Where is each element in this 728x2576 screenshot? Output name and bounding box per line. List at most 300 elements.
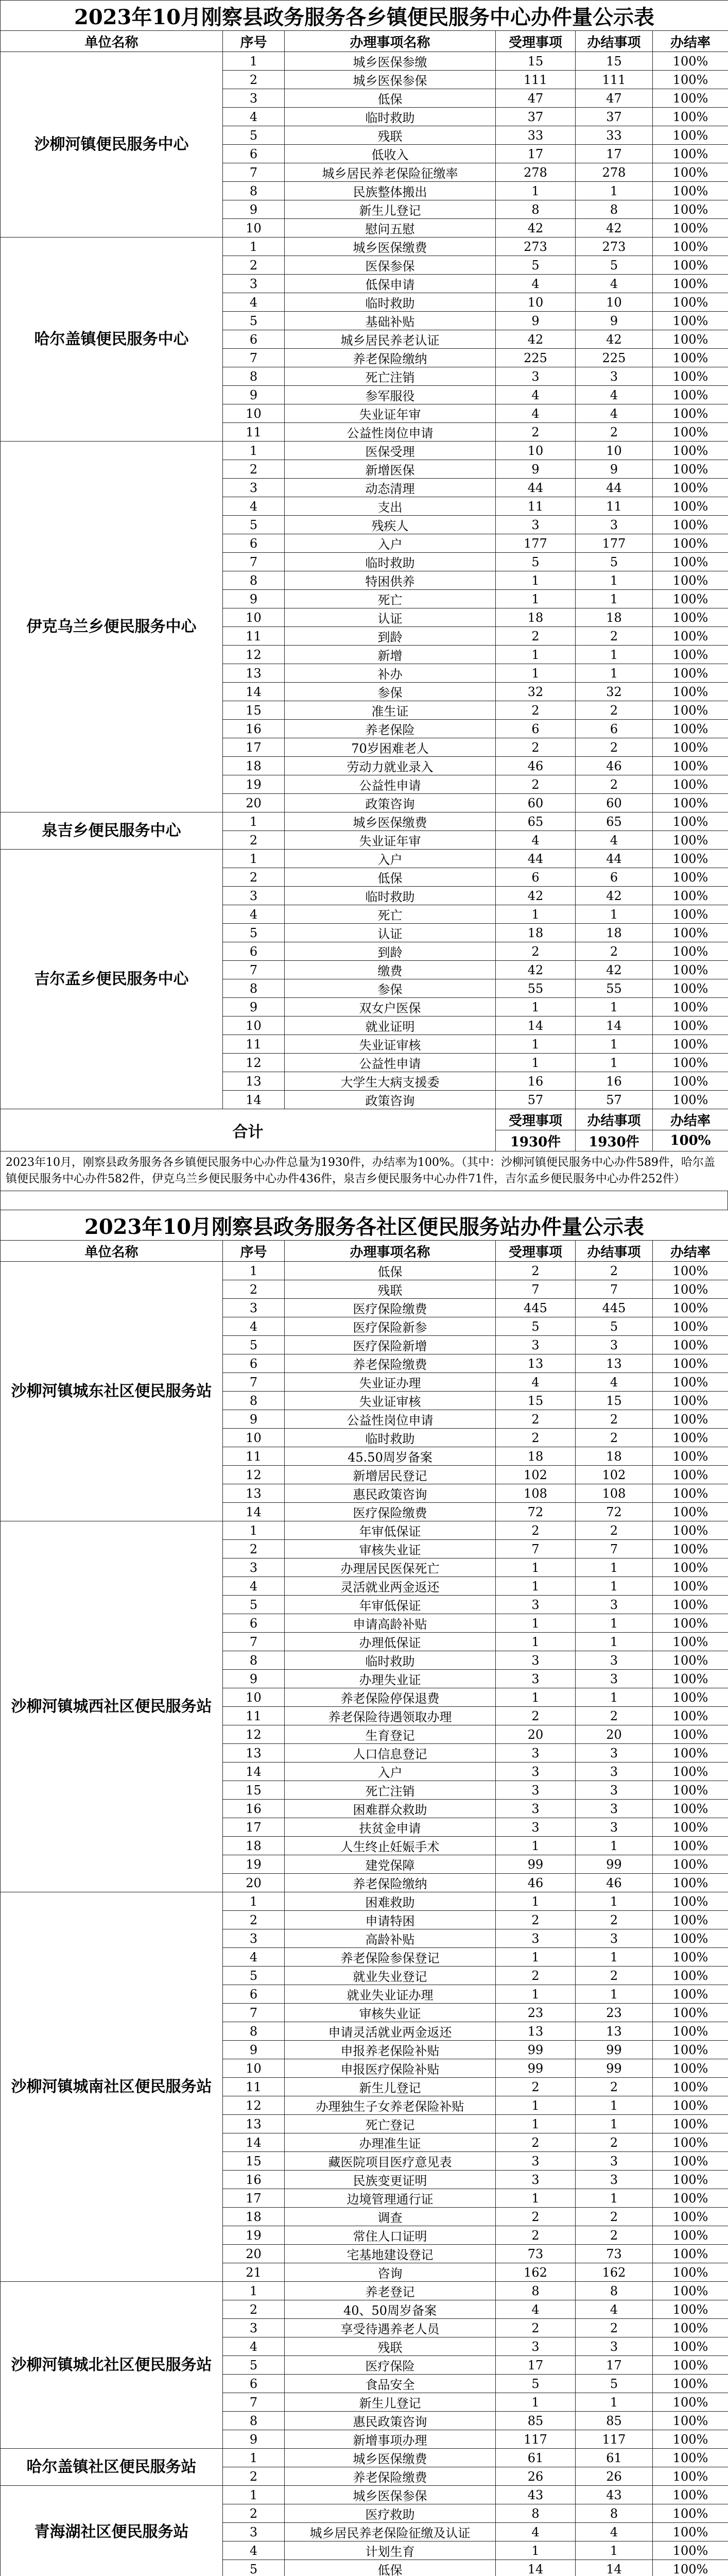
completed-count: 42 [576,219,653,238]
row-number: 19 [223,2226,285,2245]
completion-rate: 100% [653,701,728,720]
completion-rate: 100% [653,1280,728,1299]
row-number: 10 [223,608,285,627]
item-name: 城乡居民养老保险征缴及认证 [285,2523,496,2541]
completion-rate: 100% [653,775,728,794]
item-name: 城乡医保缴费 [285,238,496,256]
accepted-count: 44 [496,479,576,497]
item-name: 70岁困难老人 [285,738,496,757]
row-number: 6 [223,1985,285,2004]
item-name: 死亡注销 [285,1781,496,1800]
completion-rate: 100% [653,831,728,850]
accepted-count: 26 [496,2467,576,2486]
accepted-count: 85 [496,2412,576,2430]
row-number: 5 [223,1596,285,1614]
completed-count: 13 [576,1354,653,1373]
completion-rate: 100% [653,238,728,256]
completed-count: 42 [576,330,653,349]
table-row [1,2449,728,2467]
accepted-count: 3 [496,1781,576,1800]
item-name: 申报养老保险补贴 [285,2041,496,2059]
accepted-count: 99 [496,1855,576,1874]
completed-count: 15 [576,52,653,71]
accepted-count: 3 [496,1744,576,1762]
item-name: 申请灵活就业两金返还 [285,2022,496,2041]
row-number: 4 [223,2541,285,2560]
completed-count: 16 [576,1072,653,1091]
accepted-count: 1 [496,1577,576,1596]
unit-name: 沙柳河镇城南社区便民服务站 [1,1892,223,2282]
accepted-count: 3 [496,1596,576,1614]
completed-count: 13 [576,2022,653,2041]
header-row [1,31,728,52]
item-name: 高龄补贴 [285,1929,496,1948]
completed-count: 2 [576,2319,653,2337]
accepted-count: 3 [496,1336,576,1354]
item-name: 45.50周岁备案 [285,1447,496,1466]
completed-count: 117 [576,2430,653,2449]
completion-rate: 100% [653,794,728,812]
completed-count: 8 [576,2282,653,2300]
completed-count: 15 [576,1392,653,1410]
accepted-count: 10 [496,293,576,312]
accepted-count: 3 [496,1800,576,1818]
item-name: 临时救助 [285,108,496,126]
completed-count: 5 [576,553,653,571]
accepted-count: 99 [496,2059,576,2078]
completion-rate: 100% [653,275,728,293]
completion-rate: 100% [653,627,728,646]
completed-count: 14 [576,1016,653,1035]
accepted-count: 1 [496,590,576,608]
completed-count: 99 [576,1855,653,1874]
item-name: 养老保险缴纳 [285,1874,496,1892]
item-name: 低收入 [285,145,496,163]
table-row [1,442,728,460]
item-name: 食品安全 [285,2375,496,2393]
accepted-count: 73 [496,2245,576,2263]
completed-count: 445 [576,1299,653,1317]
row-number: 19 [223,775,285,794]
column-header: 办理事项名称 [285,31,496,52]
item-name: 审核失业证 [285,1540,496,1558]
completed-count: 44 [576,850,653,868]
row-number: 20 [223,794,285,812]
completed-count: 3 [576,516,653,534]
completed-count: 37 [576,108,653,126]
row-number: 12 [223,646,285,664]
accepted-count: 37 [496,108,576,126]
unit-name: 沙柳河镇城西社区便民服务站 [1,1521,223,1892]
completed-count: 111 [576,71,653,89]
completion-rate: 100% [653,2004,728,2022]
completed-count: 1 [576,2096,653,2115]
completion-rate: 100% [653,812,728,831]
completion-rate: 100% [653,1540,728,1558]
completed-count: 3 [576,1336,653,1354]
completed-count: 2 [576,1410,653,1429]
completion-rate: 100% [653,998,728,1016]
accepted-count: 20 [496,1725,576,1744]
item-name: 失业证办理 [285,1373,496,1392]
accepted-count: 55 [496,979,576,998]
item-name: 死亡登记 [285,2115,496,2133]
item-name: 审核失业证 [285,2004,496,2022]
accepted-count: 2 [496,1410,576,1429]
title-row [1,1210,728,1241]
completed-count: 4 [576,386,653,404]
accepted-count: 2 [496,738,576,757]
row-number: 3 [223,2319,285,2337]
item-name: 公益性岗位申请 [285,423,496,442]
row-number: 4 [223,1577,285,1596]
row-number: 1 [223,52,285,71]
item-name: 慰问五慰 [285,219,496,238]
accepted-count: 65 [496,812,576,831]
row-number: 5 [223,126,285,145]
accepted-count: 117 [496,2430,576,2449]
completed-count: 4 [576,1373,653,1392]
completion-rate: 100% [653,683,728,701]
item-name: 办理失业证 [285,1670,496,1688]
completed-count: 1 [576,2541,653,2560]
row-number: 5 [223,312,285,330]
completed-count: 42 [576,961,653,979]
accepted-count: 3 [496,2337,576,2356]
row-number: 9 [223,2430,285,2449]
unit-name: 沙柳河镇城北社区便民服务站 [1,2282,223,2449]
completion-rate: 100% [653,1054,728,1072]
total-completed: 1930件 [576,1130,653,1151]
accepted-count: 1 [496,1633,576,1651]
completed-count: 18 [576,1447,653,1466]
completed-count: 1 [576,1688,653,1707]
item-name: 办理低保证 [285,1633,496,1651]
completed-count: 1 [576,1577,653,1596]
item-name: 死亡注销 [285,367,496,386]
completion-rate: 100% [653,1336,728,1354]
accepted-count: 1 [496,182,576,200]
completed-count: 18 [576,608,653,627]
row-number: 19 [223,1855,285,1874]
accepted-count: 4 [496,386,576,404]
completion-rate: 100% [653,1762,728,1781]
accepted-count: 2 [496,2078,576,2096]
completed-count: 1 [576,1837,653,1855]
completed-count: 2 [576,738,653,757]
item-name: 参军服役 [285,386,496,404]
item-name: 藏医院项目医疗意见表 [285,2152,496,2171]
completed-count: 3 [576,1762,653,1781]
accepted-count: 17 [496,2356,576,2375]
completed-count: 3 [576,1596,653,1614]
item-name: 申报医疗保险补贴 [285,2059,496,2078]
row-number: 13 [223,664,285,683]
row-number: 4 [223,293,285,312]
item-name: 医保受理 [285,442,496,460]
accepted-count: 1 [496,1558,576,1577]
accepted-count: 13 [496,1354,576,1373]
item-name: 公益性岗位申请 [285,1410,496,1429]
item-name: 医疗保险新参 [285,1317,496,1336]
accepted-count: 14 [496,2560,576,2576]
completion-rate: 100% [653,757,728,775]
completion-rate: 100% [653,2393,728,2412]
accepted-count: 8 [496,200,576,219]
unit-name: 泉吉乡便民服务中心 [1,812,223,850]
completion-rate: 100% [653,1596,728,1614]
accepted-count: 102 [496,1466,576,1484]
item-name: 养老保险缴费 [285,1354,496,1373]
accepted-count: 15 [496,1392,576,1410]
completed-count: 6 [576,720,653,738]
row-number: 1 [223,442,285,460]
item-name: 入户 [285,534,496,553]
accepted-count: 278 [496,163,576,182]
row-number: 7 [223,163,285,182]
item-name: 失业证年审 [285,404,496,423]
accepted-count: 1 [496,664,576,683]
completed-count: 1 [576,646,653,664]
row-number: 2 [223,71,285,89]
item-name: 养老保险待遇领取办理 [285,1707,496,1725]
item-name: 临时救助 [285,887,496,905]
item-name: 城乡医保参保 [285,2486,496,2504]
completion-rate: 100% [653,1299,728,1317]
accepted-count: 1 [496,2541,576,2560]
row-number: 1 [223,812,285,831]
completed-count: 2 [576,423,653,442]
completion-rate: 100% [653,1911,728,1929]
row-number: 14 [223,1762,285,1781]
row-number: 2 [223,1911,285,1929]
row-number: 3 [223,1299,285,1317]
completion-rate: 100% [653,1929,728,1948]
completion-rate: 100% [653,1967,728,1985]
completion-rate: 100% [653,442,728,460]
completed-count: 4 [576,2300,653,2319]
total-accepted: 1930件 [496,1130,576,1151]
completion-rate: 100% [653,905,728,924]
completion-rate: 100% [653,145,728,163]
completion-rate: 100% [653,2486,728,2504]
item-name: 年审低保证 [285,1521,496,1540]
completed-count: 102 [576,1466,653,1484]
completion-rate: 100% [653,979,728,998]
completion-rate: 100% [653,1707,728,1725]
completed-count: 3 [576,1744,653,1762]
completed-count: 2 [576,1521,653,1540]
item-name: 办理居民医保死亡 [285,1558,496,1577]
accepted-count: 1 [496,2393,576,2412]
row-number: 2 [223,256,285,275]
completion-rate: 100% [653,2449,728,2467]
completed-count: 9 [576,460,653,479]
item-name: 申请高龄补贴 [285,1614,496,1633]
row-number: 18 [223,757,285,775]
item-name: 低保 [285,868,496,887]
item-name: 就业失业登记 [285,1967,496,1985]
accepted-count: 5 [496,553,576,571]
row-number: 3 [223,1558,285,1577]
table-row [1,2486,728,2504]
completion-rate: 100% [653,2412,728,2430]
row-number: 6 [223,145,285,163]
completed-count: 44 [576,479,653,497]
row-number: 4 [223,1948,285,1967]
column-header: 序号 [223,1241,285,1262]
title-row [1,1,728,31]
accepted-count: 18 [496,924,576,942]
completion-rate: 100% [653,850,728,868]
accepted-count: 2 [496,423,576,442]
completed-count: 72 [576,1503,653,1521]
row-number: 20 [223,1874,285,1892]
table-row [1,238,728,256]
item-name: 认证 [285,608,496,627]
row-number: 17 [223,1818,285,1837]
header-row [1,1241,728,1262]
row-number: 18 [223,2208,285,2226]
item-name: 困难救助 [285,1892,496,1911]
accepted-count: 1 [496,1688,576,1707]
accepted-count: 33 [496,126,576,145]
row-number: 2 [223,831,285,850]
completion-rate: 100% [653,646,728,664]
completed-count: 65 [576,812,653,831]
completion-rate: 100% [653,404,728,423]
table-title: 2023年10月刚察县政务服务各社区便民服务站办件量公示表 [1,1210,728,1241]
item-name: 到龄 [285,627,496,646]
total-column-header: 办结事项 [576,1109,653,1130]
item-name: 低保 [285,2560,496,2576]
completion-rate: 100% [653,2430,728,2449]
item-name: 民族变更证明 [285,2171,496,2189]
item-name: 养老保险参保登记 [285,1948,496,1967]
accepted-count: 2 [496,627,576,646]
item-name: 双女户医保 [285,998,496,1016]
item-name: 失业证审核 [285,1035,496,1054]
column-header: 办结率 [653,1241,728,1262]
item-name: 参保 [285,683,496,701]
accepted-count: 46 [496,757,576,775]
row-number: 14 [223,1091,285,1109]
row-number: 11 [223,2078,285,2096]
item-name: 新增居民登记 [285,1466,496,1484]
item-name: 缴费 [285,961,496,979]
completion-rate: 100% [653,2208,728,2226]
completed-count: 73 [576,2245,653,2263]
completion-rate: 100% [653,1948,728,1967]
row-number: 17 [223,738,285,757]
completion-rate: 100% [653,163,728,182]
item-name: 补办 [285,664,496,683]
completed-count: 42 [576,887,653,905]
row-number: 12 [223,1054,285,1072]
row-number: 16 [223,1800,285,1818]
accepted-count: 60 [496,794,576,812]
completed-count: 6 [576,868,653,887]
row-number: 8 [223,1651,285,1670]
item-name: 残疾人 [285,516,496,534]
accepted-count: 2 [496,1521,576,1540]
completion-rate: 100% [653,1558,728,1577]
accepted-count: 13 [496,2022,576,2041]
accepted-count: 4 [496,404,576,423]
accepted-count: 3 [496,1762,576,1781]
item-name: 低保申请 [285,275,496,293]
column-header: 办结事项 [576,1241,653,1262]
accepted-count: 16 [496,1072,576,1091]
completed-count: 32 [576,683,653,701]
item-name: 认证 [285,924,496,942]
item-name: 入户 [285,1762,496,1781]
accepted-count: 2 [496,701,576,720]
item-name: 人生终止妊娠手术 [285,1837,496,1855]
accepted-count: 42 [496,219,576,238]
item-name: 低保 [285,1262,496,1280]
completed-count: 1 [576,2115,653,2133]
item-name: 入户 [285,850,496,868]
row-number: 10 [223,1688,285,1707]
completed-count: 17 [576,2356,653,2375]
completed-count: 108 [576,1484,653,1503]
completed-count: 273 [576,238,653,256]
unit-name: 沙柳河镇便民服务中心 [1,52,223,238]
item-name: 公益性申请 [285,1054,496,1072]
completion-rate: 100% [653,924,728,942]
completion-rate: 100% [653,1317,728,1336]
item-name: 政策咨询 [285,1091,496,1109]
row-number: 5 [223,1967,285,1985]
completed-count: 2 [576,2208,653,2226]
accepted-count: 2 [496,2208,576,2226]
table-title: 2023年10月刚察县政务服务各乡镇便民服务中心办件量公示表 [1,1,728,31]
summary-note: 2023年10月，刚察县政务服务各乡镇便民服务中心办件总量为1930件，办结率为100%。（其中：沙柳河镇便民服务中心办件589件，哈尔盖镇便民服务中心办件582件，伊克乌兰乡便民服务中心办件436件，泉吉乡便民服务中心办件71件，吉尔孟乡便民服务中心办件252件） [1,1151,728,1191]
item-name: 养老保险 [285,720,496,738]
accepted-count: 1 [496,2189,576,2208]
row-number: 7 [223,2004,285,2022]
accepted-count: 8 [496,2504,576,2523]
item-name: 惠民政策咨询 [285,1484,496,1503]
completed-count: 5 [576,2375,653,2393]
row-number: 8 [223,979,285,998]
row-number: 1 [223,2449,285,2467]
completion-rate: 100% [653,1855,728,1874]
completed-count: 10 [576,442,653,460]
completion-rate: 100% [653,1800,728,1818]
row-number: 10 [223,1016,285,1035]
item-name: 残联 [285,2337,496,2356]
row-number: 7 [223,1633,285,1651]
completed-count: 1 [576,2189,653,2208]
accepted-count: 46 [496,1874,576,1892]
item-name: 失业证年审 [285,831,496,850]
accepted-count: 61 [496,2449,576,2467]
completion-rate: 100% [653,1410,728,1429]
completed-count: 3 [576,2152,653,2171]
total-header-row [1,1109,728,1130]
item-name: 办理准生证 [285,2133,496,2152]
item-name: 扶贫金申请 [285,1818,496,1837]
accepted-count: 1 [496,1837,576,1855]
accepted-count: 111 [496,71,576,89]
item-name: 咨询 [285,2263,496,2282]
completed-count: 1 [576,905,653,924]
completed-count: 177 [576,534,653,553]
row-number: 14 [223,2133,285,2152]
completed-count: 1 [576,1948,653,1967]
